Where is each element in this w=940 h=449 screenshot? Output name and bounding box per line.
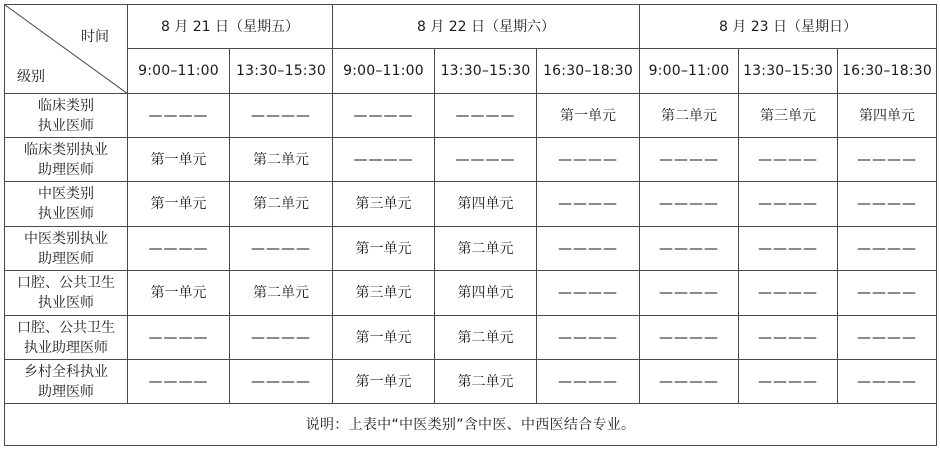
level-line-1: 临床类别执业 — [24, 141, 108, 158]
time-slot-5: 9:00–11:00 — [640, 49, 739, 94]
schedule-cell: ———— — [838, 271, 937, 316]
schedule-cell: 第二单元 — [435, 316, 537, 360]
schedule-cell: ———— — [128, 316, 230, 360]
level-cell — [5, 182, 128, 227]
schedule-cell: ———— — [333, 94, 435, 138]
level-line-2: 执业医师 — [38, 295, 94, 311]
schedule-cell: ———— — [640, 316, 739, 360]
schedule-cell: 第三单元 — [739, 94, 838, 138]
exam-schedule-table — [4, 4, 937, 446]
level-line-1: 中医类别 — [38, 186, 94, 202]
schedule-cell: 第二单元 — [230, 271, 333, 316]
corner-time-label: 时间 — [81, 29, 109, 45]
schedule-cell: 第四单元 — [435, 271, 537, 316]
schedule-cell: ———— — [230, 316, 333, 360]
schedule-cell: 第一单元 — [333, 316, 435, 360]
schedule-cell: ———— — [640, 360, 739, 404]
level-cell — [5, 271, 128, 316]
schedule-cell: ———— — [128, 360, 230, 404]
level-line-2: 执业医师 — [38, 206, 94, 222]
schedule-cell: ———— — [739, 227, 838, 271]
schedule-cell: 第二单元 — [435, 227, 537, 271]
schedule-cell: ———— — [537, 316, 640, 360]
date-header-0: 8 月 21 日（星期五） — [128, 5, 333, 49]
schedule-cell: ———— — [537, 138, 640, 182]
schedule-cell: ———— — [537, 360, 640, 404]
level-line-2: 助理医师 — [38, 383, 94, 400]
time-slot-3: 13:30–15:30 — [435, 49, 537, 94]
schedule-cell: ———— — [640, 138, 739, 182]
schedule-cell: 第二单元 — [640, 94, 739, 138]
level-cell — [5, 138, 128, 182]
level-line-1: 临床类别 — [38, 97, 94, 114]
schedule-cell: ———— — [640, 182, 739, 227]
level-cell — [5, 227, 128, 271]
schedule-cell: ———— — [838, 227, 937, 271]
schedule-cell: ———— — [739, 182, 838, 227]
time-slot-4: 16:30–18:30 — [537, 49, 640, 94]
table-row — [5, 360, 937, 404]
exam-schedule-container — [4, 4, 937, 446]
schedule-cell: ———— — [230, 227, 333, 271]
schedule-cell: 第一单元 — [128, 271, 230, 316]
schedule-cell: ———— — [230, 94, 333, 138]
schedule-cell: 第三单元 — [333, 271, 435, 316]
corner-level-label: 级别 — [17, 69, 45, 85]
schedule-cell: 第四单元 — [838, 94, 937, 138]
table-row — [5, 94, 937, 138]
time-slot-2: 9:00–11:00 — [333, 49, 435, 94]
level-line-1: 口腔、公共卫生 — [17, 275, 115, 291]
schedule-cell: 第一单元 — [333, 360, 435, 404]
level-cell — [5, 360, 128, 404]
time-slot-6: 13:30–15:30 — [739, 49, 838, 94]
schedule-cell: 第二单元 — [435, 360, 537, 404]
schedule-cell: ———— — [128, 227, 230, 271]
schedule-cell: ———— — [838, 360, 937, 404]
table-row — [5, 138, 937, 182]
table-row — [5, 271, 937, 316]
level-cell — [5, 316, 128, 360]
schedule-cell: 第二单元 — [230, 138, 333, 182]
level-line-1: 口腔、公共卫生 — [17, 319, 115, 336]
corner-header-cell — [5, 5, 128, 94]
date-header-2: 8 月 23 日（星期日） — [640, 5, 937, 49]
schedule-cell: ———— — [640, 227, 739, 271]
schedule-cell: ———— — [640, 271, 739, 316]
schedule-cell: 第一单元 — [537, 94, 640, 138]
schedule-cell: 第三单元 — [333, 182, 435, 227]
schedule-cell: ———— — [739, 138, 838, 182]
schedule-cell: 第一单元 — [128, 182, 230, 227]
schedule-cell: ———— — [333, 138, 435, 182]
time-slot-7: 16:30–18:30 — [838, 49, 937, 94]
note-row — [5, 404, 937, 446]
table-row — [5, 182, 937, 227]
level-cell — [5, 94, 128, 138]
schedule-cell: 第四单元 — [435, 182, 537, 227]
schedule-cell: ———— — [128, 94, 230, 138]
level-line-2: 执业助理医师 — [24, 339, 108, 356]
schedule-cell: ———— — [838, 182, 937, 227]
schedule-cell: ———— — [739, 271, 838, 316]
time-slot-0: 9:00–11:00 — [128, 49, 230, 94]
schedule-cell: ———— — [739, 316, 838, 360]
schedule-cell: ———— — [537, 227, 640, 271]
schedule-cell: ———— — [230, 360, 333, 404]
table-row — [5, 316, 937, 360]
level-line-2: 助理医师 — [38, 250, 94, 267]
level-line-2: 助理医师 — [38, 161, 94, 178]
schedule-cell: 第一单元 — [128, 138, 230, 182]
schedule-cell: ———— — [838, 316, 937, 360]
schedule-cell: ———— — [435, 138, 537, 182]
time-slot-1: 13:30–15:30 — [230, 49, 333, 94]
schedule-cell: 第一单元 — [333, 227, 435, 271]
header-time-row — [5, 49, 937, 94]
schedule-cell: ———— — [435, 94, 537, 138]
schedule-cell: ———— — [537, 182, 640, 227]
table-note: 说明：上表中“中医类别”含中医、中西医结合专业。 — [5, 404, 937, 446]
level-line-1: 中医类别执业 — [24, 230, 108, 247]
schedule-cell: 第二单元 — [230, 182, 333, 227]
header-date-row — [5, 5, 937, 49]
level-line-2: 执业医师 — [38, 117, 94, 134]
schedule-cell: ———— — [537, 271, 640, 316]
schedule-cell: ———— — [838, 138, 937, 182]
schedule-cell: ———— — [739, 360, 838, 404]
date-header-1: 8 月 22 日（星期六） — [333, 5, 640, 49]
level-line-1: 乡村全科执业 — [24, 363, 108, 380]
table-row — [5, 227, 937, 271]
